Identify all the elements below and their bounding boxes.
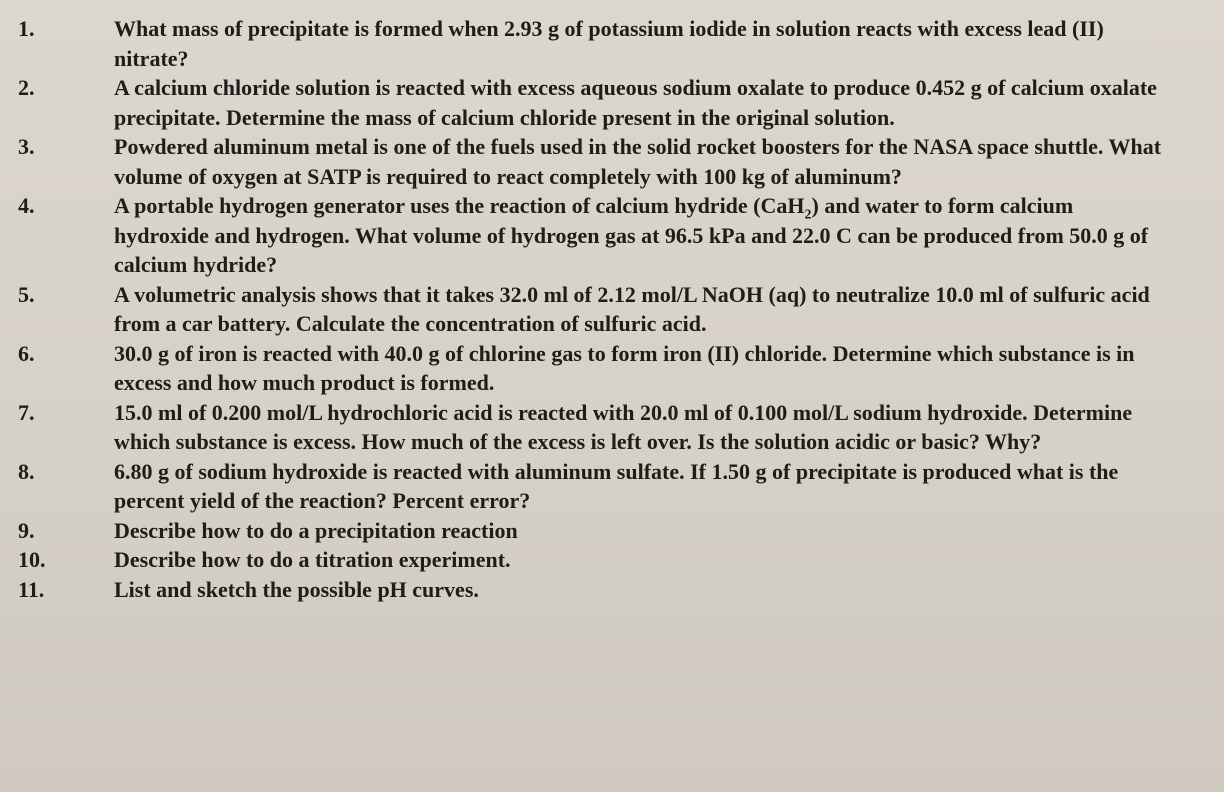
question-number: 7. — [18, 399, 35, 425]
question-10 — [16, 545, 1164, 575]
question-3 — [16, 132, 1164, 191]
question-number: 9. — [18, 517, 35, 543]
question-text: A volumetric analysis shows that it takes 32.0 ml of 2.12 mol/L NaOH (aq) to neutralize 10.0 ml of sulfuric acid from a car battery. Calculate the concentration of sulfuric acid. — [114, 281, 1150, 336]
question-text: A calcium chloride solution is reacted with excess aqueous sodium oxalate to produce 0.452 g of calcium oxalate precipitate. Determine the mass of calcium chloride present in the original solution. — [114, 75, 1157, 130]
question-text: Describe how to do a titration experiment. — [114, 547, 511, 572]
question-text: 30.0 g of iron is reacted with 40.0 g of chlorine gas to form iron (II) chloride. Determine which substance is in excess and how much product is formed. — [114, 340, 1135, 395]
question-8 — [16, 457, 1164, 516]
question-1 — [16, 14, 1164, 73]
question-text: Powdered aluminum metal is one of the fuels used in the solid rocket boosters for the NASA space shuttle. What volume of oxygen at SATP is required to react completely with 100 kg of aluminum? — [114, 134, 1162, 189]
question-text-part: ) and water to form calcium hydroxide and hydrogen. What volume of hydrogen gas at 96.5 kPa and 22.0 C can be produced from 50.0 g of calcium hydride? — [114, 193, 1149, 277]
question-9 — [16, 516, 1164, 546]
question-7 — [16, 398, 1164, 457]
question-text — [114, 191, 1164, 280]
question-number: 10. — [18, 547, 46, 572]
question-text: 15.0 ml of 0.200 mol/L hydrochloric acid is reacted with 20.0 ml of 0.100 mol/L sodium hydroxide. Determine which substance is excess. How much of the excess is left over. Is the solution acidic or basic? Why? — [114, 399, 1133, 454]
question-text: Describe how to do a precipitation reaction — [114, 517, 518, 543]
question-text: List and sketch the possible pH curves. — [114, 576, 479, 602]
subscript: 2 — [804, 207, 812, 223]
question-5 — [16, 280, 1164, 339]
question-number: 4. — [18, 193, 35, 218]
question-11 — [16, 575, 1164, 605]
question-number: 6. — [18, 340, 35, 366]
question-text: 6.80 g of sodium hydroxide is reacted with aluminum sulfate. If 1.50 g of precipitate is produced what is the percent yield of the reaction? Percent error? — [114, 458, 1119, 513]
question-number: 2. — [18, 75, 35, 100]
question-text-part: A portable hydrogen generator uses the reaction of calcium hydride (CaH — [114, 193, 805, 218]
question-2 — [16, 73, 1164, 132]
question-number: 8. — [18, 458, 35, 484]
question-number: 5. — [18, 281, 35, 307]
question-number: 1. — [18, 16, 35, 41]
question-number: 3. — [18, 134, 35, 159]
question-number: 11. — [18, 576, 45, 602]
question-6 — [16, 339, 1164, 398]
question-4 — [16, 191, 1164, 280]
question-text: What mass of precipitate is formed when 2.93 g of potassium iodide in solution reacts with excess lead (II) nitrate? — [114, 16, 1104, 71]
